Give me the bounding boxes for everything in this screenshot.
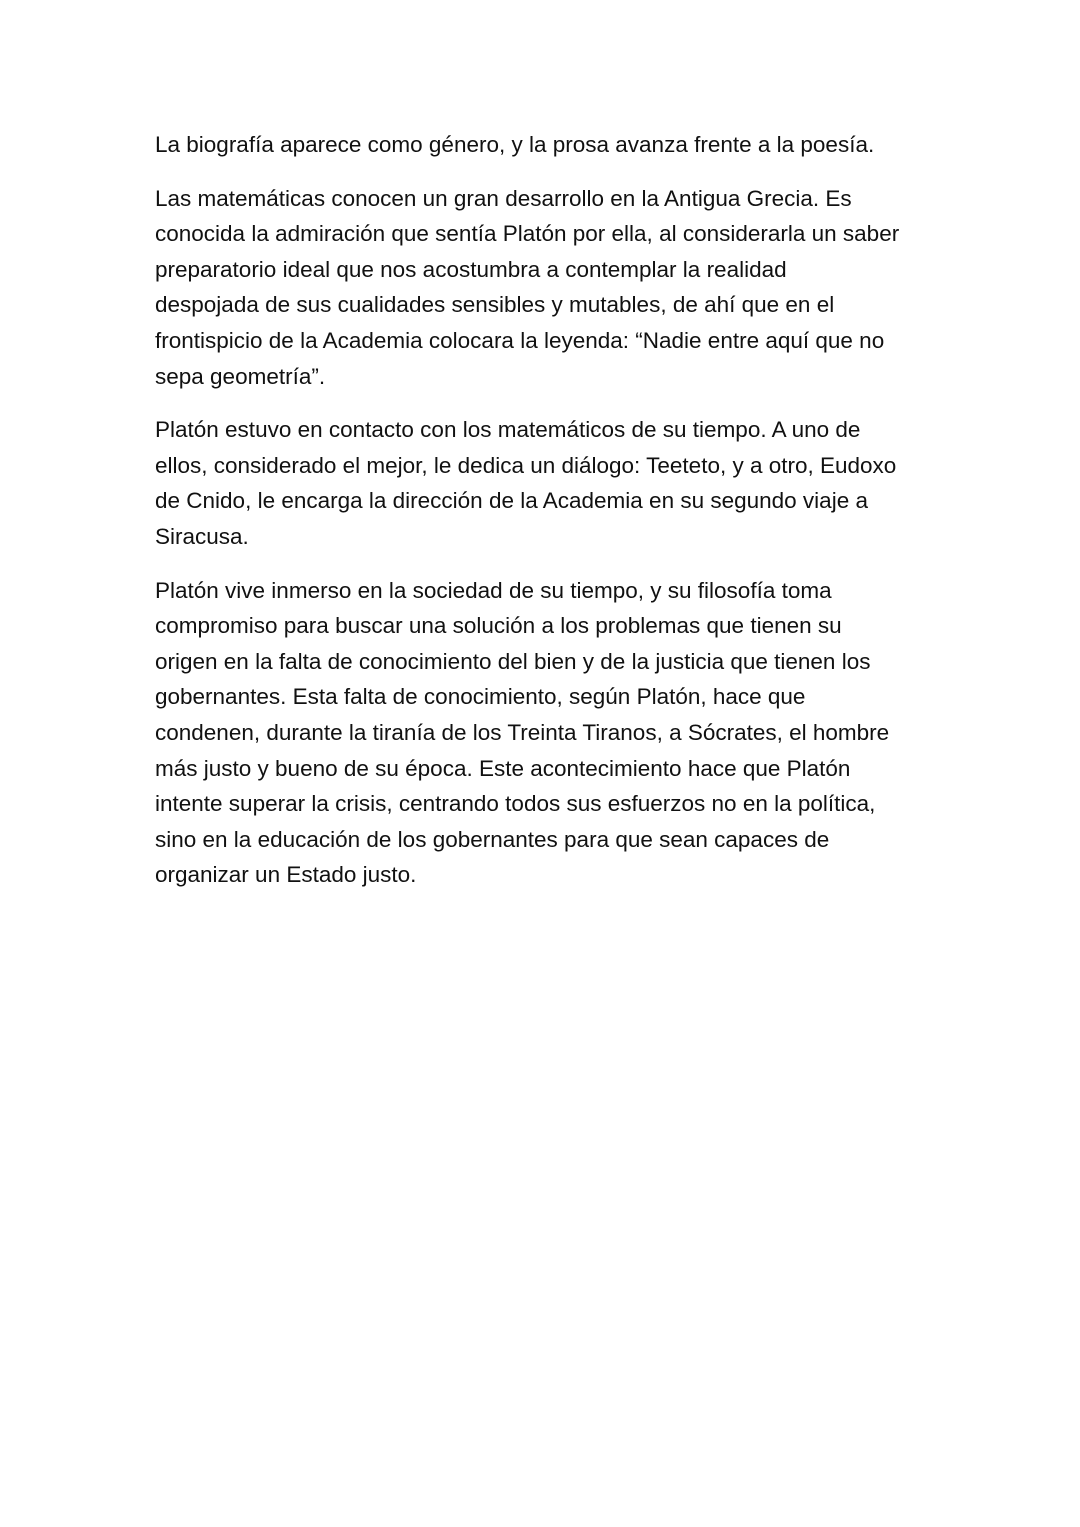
text-line: compromiso para buscar una solución a los problemas que tienen su [155,613,842,639]
text-line: de Cnido, le encarga la dirección de la Academia en su segundo viaje a [155,488,868,514]
text-line: más justo y bueno de su época. Este acontecimiento hace que Platón [155,755,851,781]
text-line: origen en la falta de conocimiento del bien y de la justicia que tienen los [155,648,871,674]
text-line: preparatorio ideal que nos acostumbra a contemplar la realidad [155,256,787,282]
text-line: Platón estuvo en contacto con los matemáticos de su tiempo. A uno de [155,417,861,443]
text-line: conocida la admiración que sentía Platón por ella, al considerarla un saber [155,221,900,247]
text-line: despojada de sus cualidades sensibles y mutables, de ahí que en el [155,292,835,318]
text-line: gobernantes. Esta falta de conocimiento, según Platón, hace que [155,684,806,710]
paragraph-matematicos [155,412,935,554]
text-line: sepa geometría”. [155,363,326,389]
text-line: Siracusa. [155,523,249,549]
text-line: intente superar la crisis, centrando todos sus esfuerzos no en la política, [155,791,876,817]
text-line: Las matemáticas conocen un gran desarrollo en la Antigua Grecia. Es [155,185,852,211]
paragraph-matematicas [155,181,935,395]
paragraph-sociedad [155,573,935,893]
text-line: condenen, durante la tiranía de los Treinta Tiranos, a Sócrates, el hombre [155,719,890,745]
paragraph-biografia [155,127,935,163]
text-line: frontispicio de la Academia colocara la leyenda: “Nadie entre aquí que no [155,327,885,353]
document-body [155,127,935,911]
text-line: La biografía aparece como género, y la prosa avanza frente a la poesía. [155,132,875,157]
text-line: sino en la educación de los gobernantes para que sean capaces de [155,826,830,852]
text-line: Platón vive inmerso en la sociedad de su tiempo, y su filosofía toma [155,577,832,603]
text-line: ellos, considerado el mejor, le dedica un diálogo: Teeteto, y a otro, Eudoxo [155,452,897,478]
text-line: organizar un Estado justo. [155,862,417,888]
